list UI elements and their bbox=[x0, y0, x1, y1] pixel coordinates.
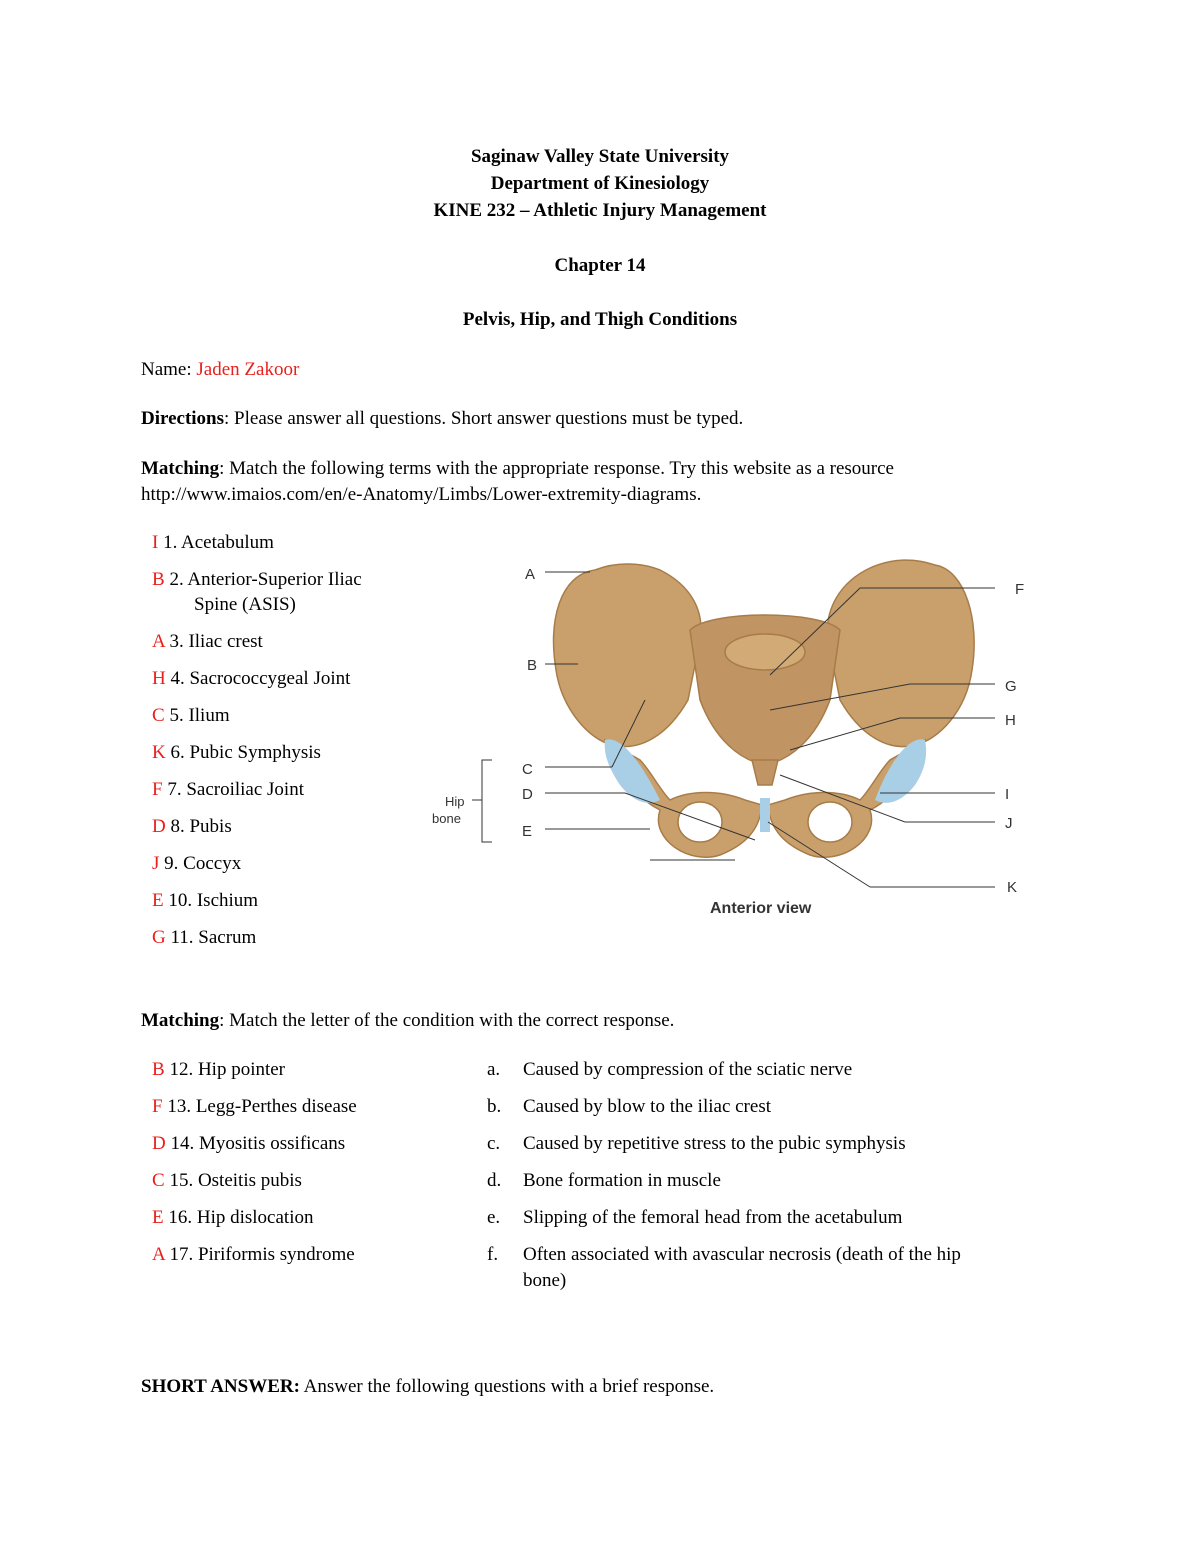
option-letter: f. bbox=[487, 1244, 499, 1265]
bracket-label-bone: bone bbox=[432, 811, 461, 826]
option-letter: a. bbox=[487, 1059, 501, 1080]
vertebra-shape bbox=[725, 634, 805, 670]
matching1-intro bbox=[141, 458, 894, 480]
option-letter: d. bbox=[487, 1170, 502, 1191]
directions-label: Directions bbox=[141, 408, 225, 429]
list-item bbox=[152, 1059, 357, 1096]
diagram-label-h: H bbox=[1005, 712, 1016, 729]
answer-letter: B bbox=[152, 569, 165, 590]
list-item-continued bbox=[487, 1270, 1047, 1296]
term-text: 1. Acetabulum bbox=[163, 532, 274, 553]
diagram-label-g: G bbox=[1005, 678, 1017, 695]
option-text: Caused by blow to the iliac crest bbox=[523, 1096, 771, 1117]
condition-text: 16. Hip dislocation bbox=[168, 1207, 314, 1228]
left-obturator-foramen bbox=[678, 802, 722, 842]
list-item bbox=[487, 1133, 1047, 1170]
matching1-list bbox=[152, 532, 362, 964]
option-text: Often associated with avascular necrosis (death of the hip bbox=[523, 1244, 961, 1265]
directions-text: : Please answer all questions. Short answer questions must be typed. bbox=[224, 408, 744, 429]
diagram-label-k: K bbox=[1007, 879, 1018, 896]
term-text: 2. Anterior-Superior Iliac bbox=[169, 569, 362, 590]
diagram-label-i: I bbox=[1005, 786, 1010, 803]
chapter-title: Chapter 14 bbox=[554, 255, 646, 276]
name-line bbox=[141, 359, 299, 381]
matching1-label: Matching bbox=[141, 458, 220, 479]
answer-letter: J bbox=[152, 853, 160, 874]
condition-text: 17. Piriformis syndrome bbox=[169, 1244, 355, 1265]
answer-letter: G bbox=[152, 927, 166, 948]
answer-letter: F bbox=[152, 1096, 163, 1117]
left-ilium-shape bbox=[554, 564, 701, 747]
name-value: Jaden Zakoor bbox=[196, 359, 300, 380]
list-item bbox=[487, 1170, 1047, 1207]
list-item bbox=[152, 532, 362, 569]
condition-text: 13. Legg-Perthes disease bbox=[167, 1096, 357, 1117]
directions-line bbox=[141, 408, 743, 430]
diagram-label-e: E bbox=[522, 823, 533, 840]
option-text: Caused by compression of the sciatic nerve bbox=[523, 1059, 853, 1080]
answer-letter: B bbox=[152, 1059, 165, 1080]
pubic-symphysis-cartilage bbox=[760, 798, 770, 832]
list-item-continued: Spine (ASIS) bbox=[194, 594, 296, 615]
answer-letter: A bbox=[152, 1244, 165, 1265]
diagram-label-c: C bbox=[522, 761, 533, 778]
short-answer-label: SHORT ANSWER: bbox=[141, 1376, 300, 1397]
diagram-label-f: F bbox=[1015, 581, 1025, 598]
list-item bbox=[152, 742, 362, 779]
answer-letter: E bbox=[152, 1207, 164, 1228]
option-text: bone) bbox=[523, 1270, 567, 1291]
answer-letter: D bbox=[152, 1133, 166, 1154]
answer-letter: C bbox=[152, 705, 165, 726]
term-text: 10. Ischium bbox=[168, 890, 259, 911]
answer-letter: E bbox=[152, 890, 164, 911]
term-text: 4. Sacrococcygeal Joint bbox=[170, 668, 351, 689]
answer-letter: K bbox=[152, 742, 166, 763]
term-text: 9. Coccyx bbox=[164, 853, 242, 874]
term-text: 6. Pubic Symphysis bbox=[170, 742, 321, 763]
option-letter: b. bbox=[487, 1096, 502, 1117]
coccyx-shape bbox=[752, 760, 778, 785]
list-item bbox=[152, 1096, 357, 1133]
option-letter: e. bbox=[487, 1207, 501, 1228]
list-item bbox=[152, 890, 362, 927]
pelvis-diagram bbox=[420, 540, 1040, 930]
term-text: 11. Sacrum bbox=[170, 927, 257, 948]
list-item bbox=[152, 853, 362, 890]
list-item bbox=[152, 1170, 357, 1207]
option-text: Bone formation in muscle bbox=[523, 1170, 721, 1191]
list-item bbox=[152, 705, 362, 742]
option-letter: c. bbox=[487, 1133, 501, 1154]
resource-url: http://www.imaios.com/en/e-Anatomy/Limbs/Lower-extremity-diagrams. bbox=[141, 484, 702, 505]
matching2-intro bbox=[141, 1010, 674, 1032]
list-item bbox=[487, 1207, 1047, 1244]
list-item bbox=[487, 1244, 1047, 1270]
answer-letter: A bbox=[152, 631, 165, 652]
name-label: Name: bbox=[141, 359, 192, 380]
answer-letter: H bbox=[152, 668, 166, 689]
university-title: Saginaw Valley State University bbox=[470, 146, 730, 167]
answer-letter: I bbox=[152, 532, 159, 553]
list-item bbox=[152, 668, 362, 705]
short-answer-text: Answer the following questions with a brief response. bbox=[299, 1376, 715, 1397]
answer-letter: F bbox=[152, 779, 163, 800]
condition-text: 15. Osteitis pubis bbox=[169, 1170, 302, 1191]
matching1-text: : Match the following terms with the appropriate response. Try this website as a resource bbox=[219, 458, 894, 479]
list-item bbox=[152, 631, 362, 668]
diagram-label-d: D bbox=[522, 786, 533, 803]
diagram-label-j: J bbox=[1005, 815, 1013, 832]
condition-text: 12. Hip pointer bbox=[169, 1059, 286, 1080]
matching2-text: : Match the letter of the condition with the correct response. bbox=[219, 1010, 675, 1031]
list-item bbox=[152, 927, 362, 964]
conditions-list bbox=[152, 1059, 357, 1281]
diagram-caption: Anterior view bbox=[710, 900, 812, 917]
list-item bbox=[152, 1207, 357, 1244]
bracket-label-hip: Hip bbox=[445, 794, 465, 809]
list-item bbox=[152, 1244, 357, 1281]
option-text: Slipping of the femoral head from the acetabulum bbox=[523, 1207, 903, 1228]
department-title: Department of Kinesiology bbox=[490, 173, 710, 194]
list-item bbox=[487, 1059, 1047, 1096]
answer-letter: C bbox=[152, 1170, 165, 1191]
condition-text: 14. Myositis ossificans bbox=[170, 1133, 346, 1154]
term-text: 5. Ilium bbox=[169, 705, 230, 726]
matching2-label: Matching bbox=[141, 1010, 220, 1031]
term-text: 8. Pubis bbox=[170, 816, 232, 837]
options-list bbox=[487, 1059, 1047, 1296]
diagram-label-a: A bbox=[525, 566, 536, 583]
list-item bbox=[152, 816, 362, 853]
topic-title: Pelvis, Hip, and Thigh Conditions bbox=[462, 309, 738, 330]
list-item bbox=[487, 1096, 1047, 1133]
right-obturator-foramen bbox=[808, 802, 852, 842]
list-item bbox=[152, 569, 362, 594]
course-title: KINE 232 – Athletic Injury Management bbox=[433, 200, 767, 221]
term-text: 3. Iliac crest bbox=[169, 631, 263, 652]
short-answer-intro bbox=[141, 1376, 714, 1398]
answer-letter: D bbox=[152, 816, 166, 837]
option-text: Caused by repetitive stress to the pubic symphysis bbox=[523, 1133, 906, 1154]
term-text: 7. Sacroiliac Joint bbox=[167, 779, 304, 800]
list-item bbox=[152, 1133, 357, 1170]
list-item bbox=[152, 779, 362, 816]
diagram-label-b: B bbox=[527, 657, 538, 674]
